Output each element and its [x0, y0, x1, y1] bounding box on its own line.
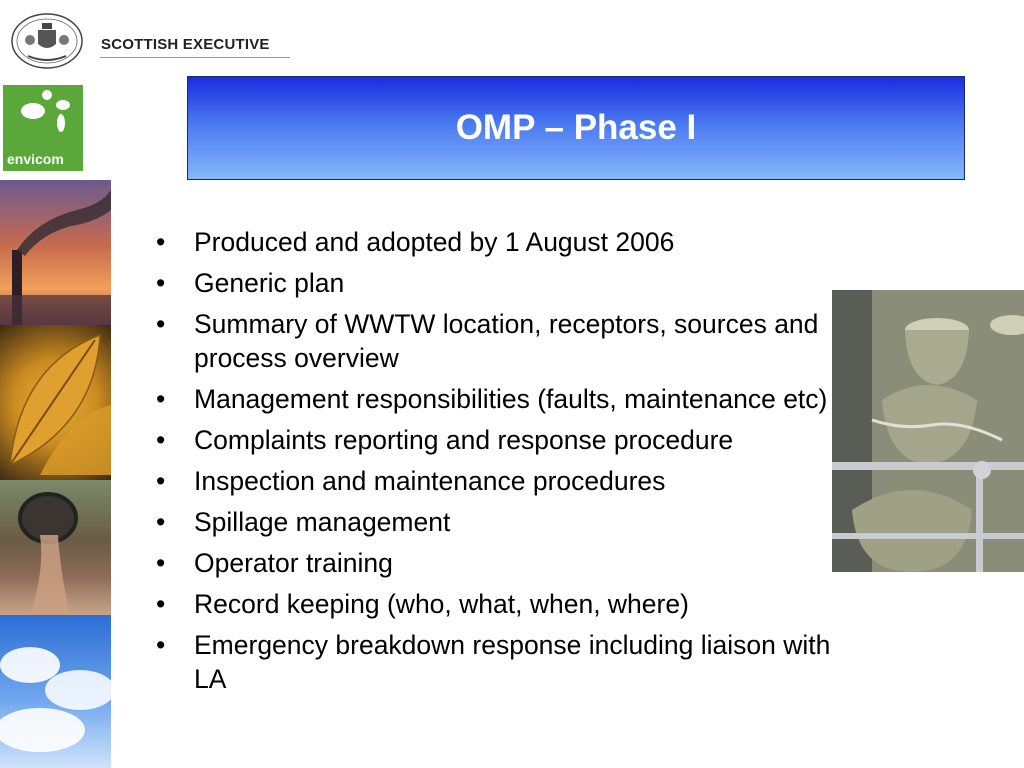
bullet-item: • Produced and adopted by 1 August 2006	[156, 225, 836, 259]
outfall-pipe-image	[0, 480, 111, 615]
autumn-leaf-image	[0, 325, 111, 480]
bullet-item: • Emergency breakdown response including liaison with LA	[156, 628, 836, 696]
header-divider	[100, 57, 290, 58]
bullet-list	[156, 225, 836, 703]
envicom-mark-icon	[3, 85, 83, 145]
bullet-item: • Record keeping (who, what, when, where)	[156, 587, 836, 621]
wastewater-tank-photo	[832, 290, 1024, 572]
slide-title-bar	[187, 76, 965, 180]
envicom-logo	[3, 85, 83, 171]
sky-clouds-image	[0, 615, 111, 768]
bullet-item: • Operator training	[156, 546, 836, 580]
bullet-item: • Generic plan	[156, 266, 836, 300]
power-station-image	[0, 180, 111, 325]
bullet-item: • Summary of WWTW location, receptors, sources and process overview	[156, 307, 836, 375]
bullet-item: • Complaints reporting and response procedure	[156, 423, 836, 457]
bullet-item: • Management responsibilities (faults, maintenance etc)	[156, 382, 836, 416]
bullet-item: • Spillage management	[156, 505, 836, 539]
envicom-logo-text: envicom	[7, 151, 64, 167]
organisation-name: SCOTTISH EXECUTIVE	[101, 36, 270, 53]
bullet-item: • Inspection and maintenance procedures	[156, 464, 836, 498]
slide-title: OMP – Phase I	[455, 108, 697, 147]
royal-crest-logo	[10, 12, 84, 70]
